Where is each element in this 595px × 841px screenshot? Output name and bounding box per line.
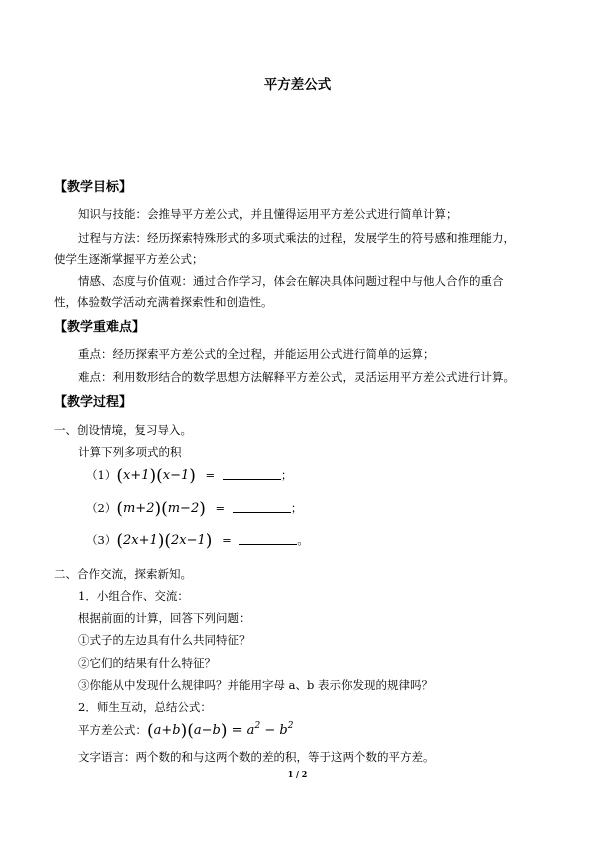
- exercise-expression: (m+2)(m−2): [116, 499, 206, 519]
- exercise-1: （1）(x+1)(x−1) = ；: [86, 466, 293, 486]
- sub1-prompt: 根据前面的计算，回答下列问题：: [78, 611, 251, 625]
- exercise-label: （1）: [86, 468, 117, 482]
- formula-label: 平方差公式：: [78, 723, 147, 737]
- exercise-3: （3）(2x+1)(2x−1) = 。: [86, 531, 309, 551]
- page-number: 1 / 2: [287, 769, 308, 779]
- equals-sign: =: [205, 468, 216, 482]
- question-2: ②它们的结果有什么特征？: [78, 656, 216, 670]
- answer-blank[interactable]: [223, 479, 281, 480]
- exercise-label: （2）: [86, 501, 117, 515]
- paragraph-knowledge: 知识与技能：会推导平方差公式，并且懂得运用平方差公式进行简单计算；: [78, 207, 458, 221]
- sub-heading-1: 1．小组合作、交流：: [78, 589, 189, 603]
- paragraph-process-line1: 过程与方法：经历探索特殊形式的多项式乘法的过程，发展学生的符号感和推理能力，: [78, 231, 515, 245]
- exercise-expression: (x+1)(x−1): [116, 466, 196, 486]
- question-1: ①式子的左边具有什么共同特征？: [78, 633, 251, 647]
- step2-heading: 二、合作交流，探索新知。: [54, 567, 192, 581]
- answer-blank[interactable]: [233, 512, 291, 513]
- exercise-2: （2）(m+2)(m−2) = ；: [86, 499, 303, 519]
- section-heading-goals: 【教学目标】: [54, 180, 133, 195]
- verbal-formula: 文字语言：两个数的和与这两个数的差的积，等于这两个数的平方差。: [78, 750, 435, 764]
- answer-blank[interactable]: [239, 544, 297, 545]
- paragraph-focus: 重点：经历探索平方差公式的全过程，并能运用公式进行简单的运算；: [78, 347, 435, 361]
- equals-sign: =: [222, 533, 232, 547]
- section-heading-key-points: 【教学重难点】: [54, 320, 146, 335]
- step1-heading: 一、创设情境，复习导入。: [54, 423, 192, 437]
- page-title: 平方差公式: [263, 77, 332, 93]
- exercise-label: （3）: [86, 533, 117, 547]
- exercise-expression: (2x+1)(2x−1): [116, 531, 213, 551]
- paragraph-attitude-line2: 性，体验数学活动充满着探索性和创造性。: [54, 295, 273, 309]
- paragraph-process-line2: 使学生逐渐掌握平方差公式；: [54, 252, 204, 266]
- sub-heading-2: 2．师生互动，总结公式：: [78, 700, 212, 714]
- paragraph-difficulty: 难点：利用数形结合的数学思想方法解释平方差公式，灵活运用平方差公式进行计算。: [78, 370, 515, 384]
- section-heading-process: 【教学过程】: [54, 395, 133, 410]
- formula-line: [78, 723, 293, 740]
- equals-sign: =: [215, 501, 226, 515]
- paragraph-attitude-line1: 情感、态度与价值观：通过合作学习，体会在解决具体问题过程中与他人合作的重合: [78, 274, 504, 288]
- question-3: ③你能从中发现什么规律吗？并能用字母 a、b 表示你发现的规律吗？: [78, 678, 434, 692]
- step1-prompt: 计算下列多项式的积: [78, 445, 182, 459]
- formula-expression: $(a+b)(a-b) = a^2 - b^2$: [147, 721, 294, 741]
